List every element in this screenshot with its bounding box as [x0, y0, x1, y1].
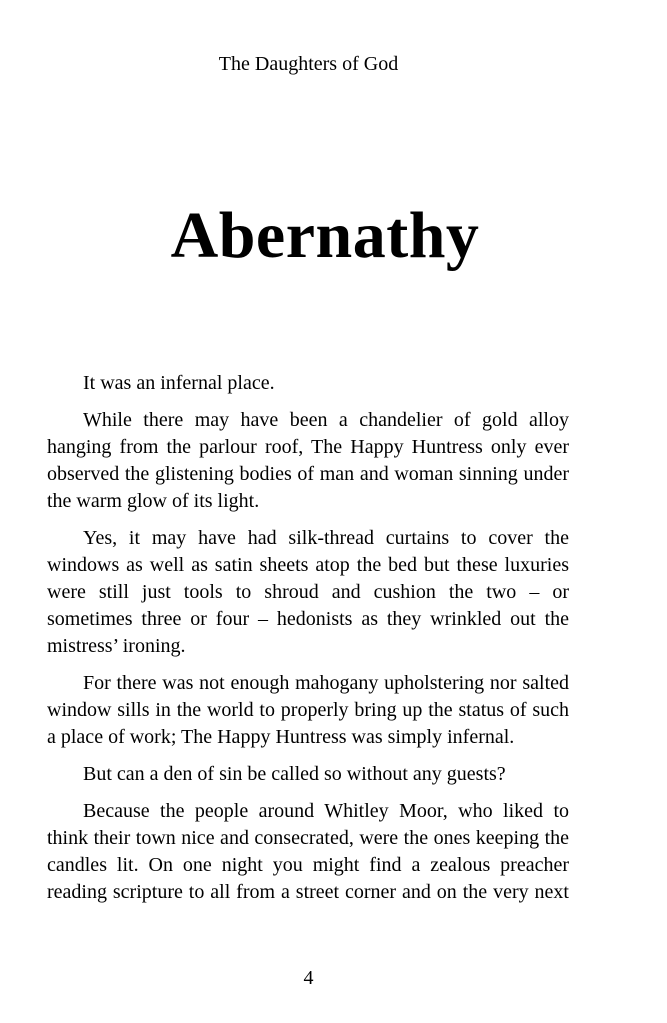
paragraph: But can a den of sin be called so without any guests?: [83, 763, 506, 785]
paragraph: It was an infernal place.: [83, 372, 275, 394]
paragraph: Yes, it may have had silk-thread curtains to cover the windows as well as satin sheets atop the bed but these luxuries were still just tools to shroud and cushion the two – or sometimes three or four – hedonists as they wrinkled out the mistress’ ironing.: [47, 527, 569, 657]
body-text: [47, 370, 569, 916]
paragraph-continued: Because the people around Whitley Moor, who liked to think their town nice and consecrated, were the ones keeping the candles lit. On one night you might find a zealous preacher reading scripture to all from a street corner and on the very next: [47, 800, 569, 903]
running-head: The Daughters of God: [218, 53, 399, 75]
chapter-title: Abernathy: [170, 199, 480, 272]
paragraph: For there was not enough mahogany upholstering nor salted window sills in the world to properly bring up the status of such a place of work; The Happy Huntress was simply infernal.: [47, 672, 569, 748]
paragraph: While there may have been a chandelier of gold alloy hanging from the parlour roof, The Happy Huntress only ever observed the glistening bodies of man and woman sinning under the warm glow of its light.: [47, 409, 569, 512]
page-number: 4: [303, 967, 314, 989]
